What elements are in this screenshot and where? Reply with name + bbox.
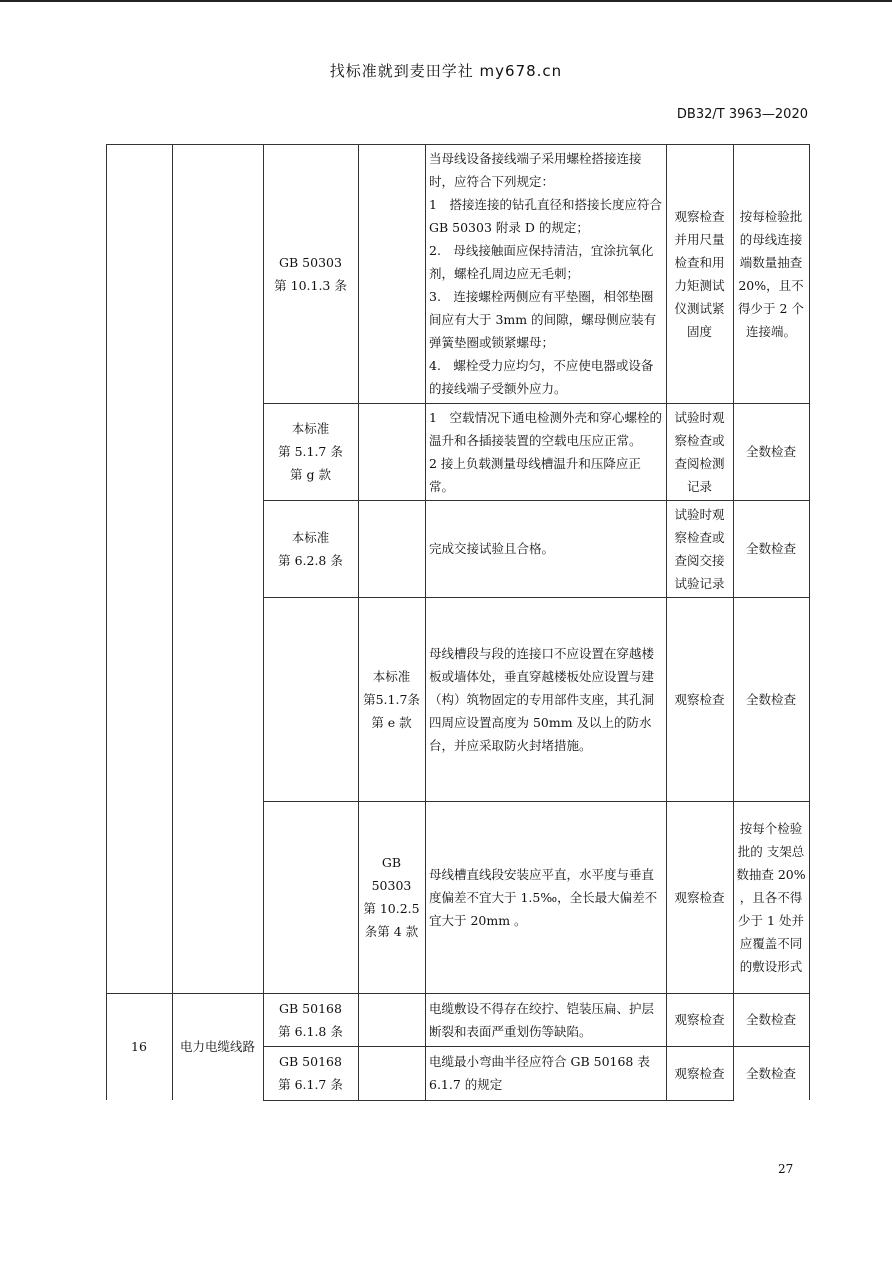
method-text: 试验时观察检查或查阅检测记录 xyxy=(674,409,725,494)
method-cell xyxy=(666,993,733,1046)
requirement-cell xyxy=(425,801,666,993)
method-cell xyxy=(666,144,733,403)
basis-cell xyxy=(263,500,358,597)
requirement-cell xyxy=(425,993,666,1046)
quantity-text: 全数检查 xyxy=(745,444,796,459)
basis2-text: 本标准 第5.1.7条 第 e 款 xyxy=(363,668,420,730)
quantity-text: 全数检查 xyxy=(745,541,796,556)
method-text: 观察检查 xyxy=(674,1012,725,1027)
item-name-cell xyxy=(172,993,263,1100)
requirement-cell xyxy=(425,1046,666,1100)
page-number: 27 xyxy=(778,1162,794,1176)
method-cell xyxy=(666,1046,733,1100)
basis-text: GB 50168 第 6.1.7 条 xyxy=(278,1054,343,1092)
method-text: 观察检查 xyxy=(674,691,725,707)
requirement-cell xyxy=(425,597,666,801)
grid-line xyxy=(172,144,173,1100)
basis-text: 本标准 第 6.2.8 条 xyxy=(278,529,343,568)
basis-text: GB 50168 第 6.1.8 条 xyxy=(278,1000,343,1039)
quantity-cell xyxy=(733,801,809,993)
standard-code: DB32/T 3963—2020 xyxy=(676,107,808,122)
basis-text: GB 50303 第 10.1.3 条 xyxy=(274,254,347,293)
item-name: 电力电缆线路 xyxy=(179,1039,255,1054)
method-cell xyxy=(666,801,733,993)
quantity-cell xyxy=(733,993,809,1046)
basis2-cell xyxy=(358,801,425,993)
basis-cell xyxy=(263,993,358,1046)
basis2-cell xyxy=(358,597,425,801)
basis-cell xyxy=(263,144,358,403)
quantity-cell xyxy=(733,597,809,801)
grid-line xyxy=(809,144,810,1100)
quantity-text: 全数检查 xyxy=(745,1065,796,1081)
item-number-cell xyxy=(106,993,172,1100)
quantity-cell xyxy=(733,1046,809,1100)
method-text: 观察检查并用尺量检查和用力矩测试仪测试紧固度 xyxy=(674,208,725,339)
quantity-cell xyxy=(733,403,809,500)
method-cell xyxy=(666,500,733,597)
requirement-cell xyxy=(425,403,666,500)
quantity-text: 全数检查 xyxy=(745,1012,796,1027)
requirement-cell xyxy=(425,144,666,403)
requirement-text: 完成交接试验且合格。 xyxy=(429,541,555,556)
site-watermark: 找标准就到麦田学社 my678.cn xyxy=(329,62,563,80)
quantity-text: 按每个检验批的 支架总数抽查 20% ，且各不得少于 1 处并应覆盖不同的敷设形式 xyxy=(736,820,806,974)
basis2-text: GB 50303 第 10.2.5 条第 4 款 xyxy=(363,855,420,939)
basis-cell xyxy=(263,1046,358,1100)
item-number: 16 xyxy=(131,1039,147,1054)
method-text: 试验时观察检查或查阅交接试验记录 xyxy=(674,506,725,591)
requirement-text: 电缆最小弯曲半径应符合 GB 50168 表 6.1.7 的规定 xyxy=(429,1054,650,1092)
requirement-text: 母线槽段与段的连接口不应设置在穿越楼板或墙体处，垂直穿越楼板处应设置与建（构）筑物固定的专用部件支座，其孔洞四周应设置高度为 50mm 及以上的防水台，并应采取防火封堵措施。 xyxy=(429,645,655,753)
basis-cell xyxy=(263,403,358,500)
top-border xyxy=(0,0,892,2)
quantity-cell xyxy=(733,500,809,597)
requirement-text: 当母线设备接线端子采用螺栓搭接连接时，应符合下列规定： 1 搭接连接的钻孔直径和搭接长度应符合 GB 50303 附录 D 的规定； 2. 母线接触面应保持清洁，宜涂抗氧化剂，螺栓孔周边应无毛刺； 3. 连接螺栓两侧应有平垫圈，相邻垫圈间应有大于 3mm 的间隙，螺母侧应装有弹簧垫圈或锁紧螺母； 4. 螺栓受力应均匀，不应使电器或设备的接线端子受额外应力。 xyxy=(429,151,662,396)
method-text: 观察检查 xyxy=(674,1065,725,1081)
grid-line xyxy=(263,1100,734,1101)
requirement-text: 母线槽直线段安装应平直，水平度与垂直度偏差不宜大于 1.5‰，全长最大偏差不宜大于 20mm 。 xyxy=(429,866,658,928)
method-cell xyxy=(666,403,733,500)
requirement-text: 电缆敷设不得存在绞拧、铠装压扁、护层断裂和表面严重划伤等缺陷。 xyxy=(429,1000,655,1039)
method-text: 观察检查 xyxy=(674,889,725,905)
method-cell xyxy=(666,597,733,801)
quantity-cell xyxy=(733,144,809,403)
quantity-text: 按每检验批的母线连接端数量抽查 20%，且不得少于 2 个连接端。 xyxy=(738,208,804,339)
grid-line xyxy=(106,144,107,1100)
requirement-text: 1 空载情况下通电检测外壳和穿心螺栓的温升和各插接装置的空载电压应正常。 2 接上负载测量母线槽温升和压降应正常。 xyxy=(429,409,662,494)
quantity-text: 全数检查 xyxy=(745,691,796,707)
requirement-cell xyxy=(425,500,666,597)
basis-text: 本标准 第 5.1.7 条 第 g 款 xyxy=(278,421,343,482)
